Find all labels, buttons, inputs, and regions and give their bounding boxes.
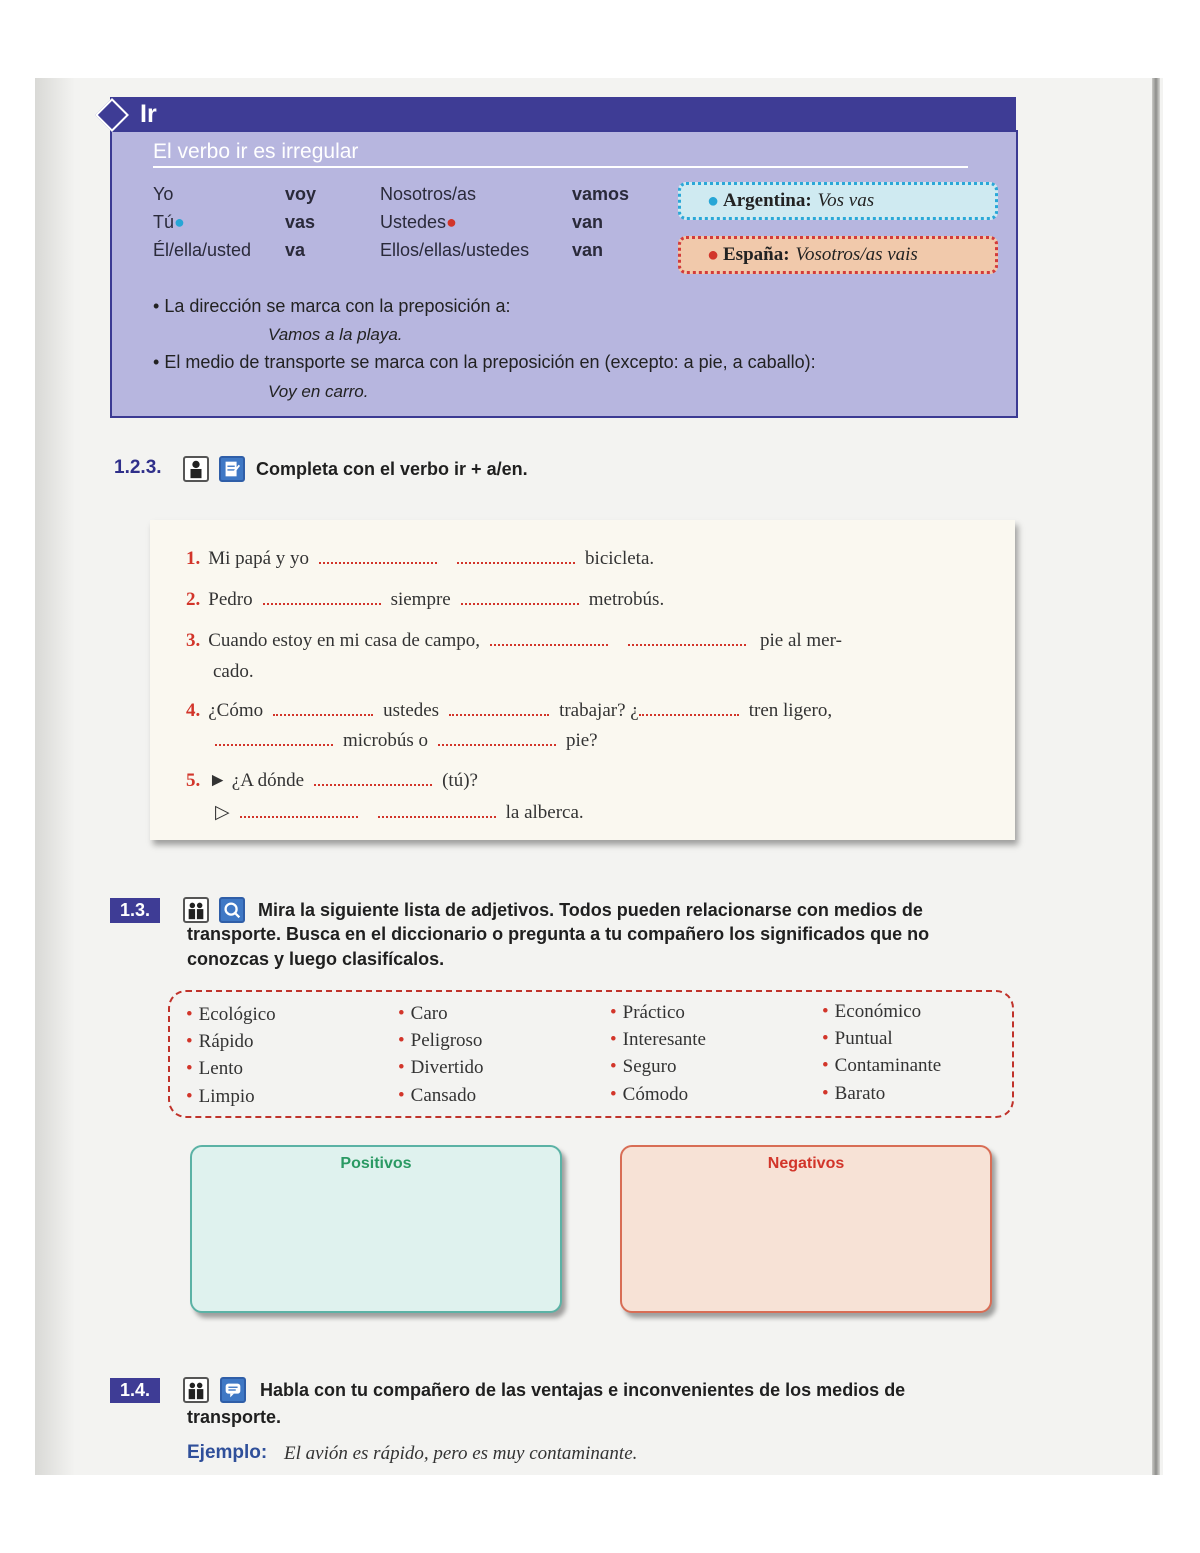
exercise-13-instruction-line3: conozcas y luego clasifícalos. (187, 949, 445, 969)
grammar-title: Ir (140, 100, 157, 128)
adjective-item: • Rápido (186, 1031, 254, 1052)
adjective-item: • Cómodo (610, 1084, 689, 1105)
adjective-item: • Cansado (398, 1085, 477, 1106)
adjective-item: • Económico (822, 1001, 922, 1022)
write-icon (219, 456, 245, 482)
positive-answer-box[interactable] (190, 1145, 562, 1313)
example-label: Ejemplo: (187, 1442, 268, 1463)
pair-icon (183, 1377, 209, 1403)
adjective-item: • Limpio (186, 1086, 255, 1107)
exercise-13-instruction-line1: Mira la siguiente lista de adjetivos. Todos pueden relacionarse con medios de (258, 900, 923, 920)
rule-transport: • El medio de transporte se marca con la preposición en (excepto: a pie, a caballo): (153, 352, 816, 372)
blank-input[interactable] (273, 700, 373, 716)
example-text: El avión es rápido, pero es muy contaminante. (284, 1443, 638, 1464)
blank-input[interactable] (378, 802, 496, 818)
grammar-box (110, 130, 1018, 418)
positive-title: Positivos (340, 1155, 412, 1172)
blank-input[interactable] (263, 589, 381, 605)
adjective-item: • Lento (186, 1058, 243, 1079)
adjective-item: • Peligroso (398, 1030, 483, 1051)
individual-icon (183, 456, 209, 482)
adjective-item: • Interesante (610, 1029, 706, 1050)
variant-dot-blue-icon: ● (174, 212, 185, 232)
pronoun-el: Él/ella/usted (153, 240, 252, 260)
rule-transport-example: Voy en carro. (268, 382, 369, 401)
negative-title: Negativos (767, 1155, 845, 1172)
form-van-2: van (572, 240, 604, 260)
item-4-cont: microbús o pie? (205, 730, 598, 752)
pronoun-ellos: Ellos/ellas/ustedes (380, 240, 530, 260)
rule-direction: • La dirección se marca con la preposición a: (153, 296, 511, 316)
negative-answer-box[interactable] (620, 1145, 992, 1313)
adjective-item: • Ecológico (186, 1004, 276, 1025)
adjective-item: • Contaminante (822, 1055, 942, 1076)
grammar-subtitle: El verbo ir es irregular (153, 140, 968, 168)
exercise-123-instruction: Completa con el verbo ir + a/en. (256, 459, 528, 479)
note-argentina: ● Argentina: Vos vas (678, 182, 998, 220)
adjective-item: • Seguro (610, 1056, 677, 1077)
item-1: 1. Mi papá y yo bicicleta. (186, 548, 655, 569)
exercise-13-instruction-line2: transporte. Busca en el diccionario o pregunta a tu compañero los significados que no (187, 924, 930, 944)
blank-input[interactable] (639, 700, 739, 716)
dot-blue-icon: ● (707, 189, 720, 212)
variant-dot-red-icon: ● (446, 212, 457, 232)
grammar-header-band (110, 97, 1016, 130)
item-4: 4. ¿Cómo ustedes trabajar? ¿ tren ligero, (186, 700, 833, 721)
pair-icon (183, 897, 209, 923)
exercise-14-instruction-line1: Habla con tu compañero de las ventajas e inconvenientes de los medios de (260, 1380, 906, 1400)
form-vamos: vamos (572, 184, 630, 204)
book-spine (1152, 78, 1160, 1475)
speech-icon (220, 1377, 246, 1403)
form-vas: vas (285, 212, 316, 232)
adjective-item: • Caro (398, 1003, 448, 1024)
blank-input[interactable] (314, 770, 432, 786)
dot-red-icon: ● (707, 243, 720, 266)
blank-input[interactable] (240, 802, 358, 818)
blank-input[interactable] (215, 730, 333, 746)
blank-input[interactable] (457, 548, 575, 564)
item-3: 3. Cuando estoy en mi casa de campo, pie al mer- (186, 630, 842, 651)
note-espana: ● España: Vosotros/as vais (678, 236, 998, 274)
rule-direction-example: Vamos a la playa. (268, 325, 403, 344)
item-5-cont: ▷ la alberca. (215, 802, 584, 823)
pronoun-nosotros: Nosotros/as (380, 184, 477, 204)
exercise-13-number: 1.3. (110, 898, 160, 923)
exercise-123-number: 1.2.3. (114, 457, 162, 478)
adjective-item: • Barato (822, 1083, 886, 1104)
blank-input[interactable] (490, 630, 608, 646)
exercise-14-instruction-line2: transporte. (187, 1407, 282, 1427)
form-voy: voy (285, 184, 317, 204)
form-van-1: van (572, 212, 604, 232)
adjective-item: • Divertido (398, 1057, 484, 1078)
dictionary-icon (219, 897, 245, 923)
blank-input[interactable] (438, 730, 556, 746)
pronoun-ustedes: Ustedes● (380, 212, 457, 232)
page-gutter-shadow (35, 78, 75, 1475)
blank-input[interactable] (461, 589, 579, 605)
blank-input[interactable] (319, 548, 437, 564)
blank-input[interactable] (449, 700, 549, 716)
blank-input[interactable] (628, 630, 746, 646)
item-2: 2. Pedro siempre metrobús. (186, 589, 665, 610)
adjective-item: • Puntual (822, 1028, 893, 1049)
exercise-14-number: 1.4. (110, 1378, 160, 1403)
pronoun-tu: Tú● (153, 212, 185, 232)
adjective-item: • Práctico (610, 1002, 685, 1023)
item-5: 5. ► ¿A dónde (tú)? (186, 770, 478, 791)
form-va: va (285, 240, 306, 260)
pronoun-yo: Yo (153, 184, 174, 204)
item-3-cont: cado. (213, 661, 254, 682)
